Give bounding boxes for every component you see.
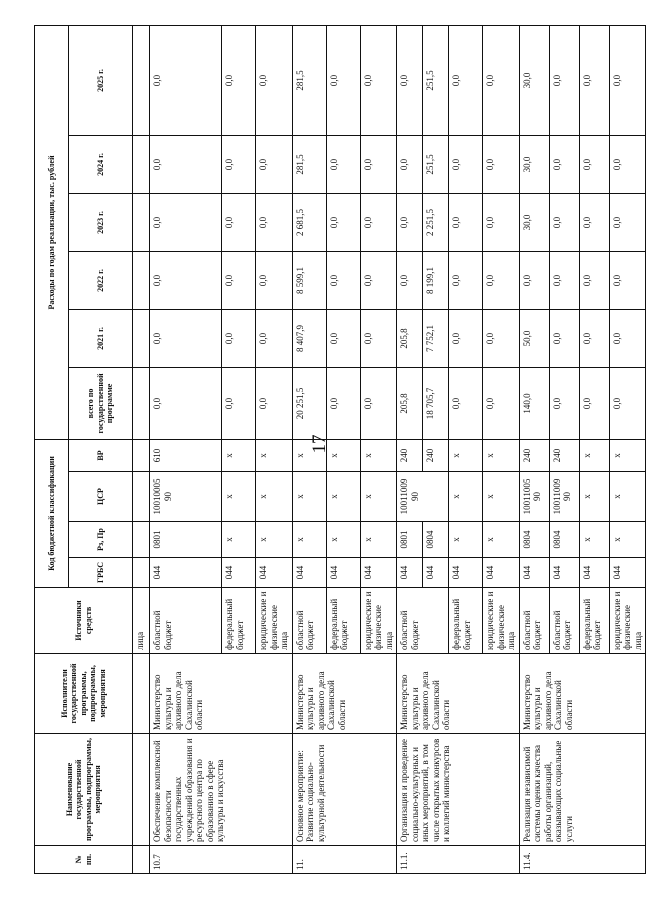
source-cell: юридические и физические лица xyxy=(609,588,646,654)
year-cell: 2 251,5 xyxy=(423,193,449,251)
vr-cell: х xyxy=(326,439,360,471)
header-budget-codes: Код бюджетной классификации xyxy=(35,439,69,587)
csr-cell: 10011005 90 xyxy=(519,472,549,522)
total-cell: 0,0 xyxy=(222,367,256,439)
year-cell: 0,0 xyxy=(256,135,293,193)
rzpr-cell: х xyxy=(326,522,360,558)
year-cell: 0,0 xyxy=(609,25,646,135)
year-cell: 0,0 xyxy=(150,25,222,135)
grbs-cell: 044 xyxy=(449,558,483,588)
source-cell: федеральный бюджет xyxy=(222,588,256,654)
csr-cell: х xyxy=(222,472,256,522)
source-cell: федеральный бюджет xyxy=(579,588,609,654)
vr-cell: 240 xyxy=(519,439,549,471)
grbs-cell: 044 xyxy=(609,558,646,588)
row-number: 11.4. xyxy=(519,846,646,874)
csr-cell: х xyxy=(579,472,609,522)
year-cell: 281,5 xyxy=(292,135,326,193)
year-cell: 0,0 xyxy=(449,25,483,135)
row-name: Реализация независимой системы оценки качества работы организаций, оказывающих социальные услуги xyxy=(519,734,646,846)
grbs-cell: 044 xyxy=(292,558,326,588)
page-number: 17 xyxy=(309,434,330,454)
source-cell: юридические и физические лица xyxy=(483,588,520,654)
header-total: всего по государственной программе xyxy=(69,367,133,439)
rzpr-cell: 0804 xyxy=(519,522,549,558)
year-cell: 0,0 xyxy=(222,309,256,367)
total-cell: 140,0 xyxy=(519,367,549,439)
source-cell: федеральный бюджет xyxy=(326,588,360,654)
header-name: Наименование государственной программы, подпрограммы, мероприятия xyxy=(35,734,133,846)
year-cell: 0,0 xyxy=(609,193,646,251)
year-cell: 30,0 xyxy=(519,25,549,135)
csr-cell: х xyxy=(256,472,293,522)
grbs-cell: 044 xyxy=(150,558,222,588)
grbs-cell: 044 xyxy=(397,558,423,588)
table-row xyxy=(397,25,423,873)
budget-table xyxy=(34,25,646,874)
year-cell: 7 752,1 xyxy=(423,309,449,367)
year-cell: 0,0 xyxy=(256,251,293,309)
year-cell: 0,0 xyxy=(549,193,579,251)
header-year-2023: 2023 г. xyxy=(69,193,133,251)
grbs-cell: 044 xyxy=(222,558,256,588)
year-cell: 0,0 xyxy=(222,193,256,251)
row-executor: Министерство культуры и архивного дела Сахалинской области xyxy=(150,654,293,734)
year-cell: 8 407,9 xyxy=(292,309,326,367)
year-cell: 0,0 xyxy=(256,25,293,135)
grbs-cell: 044 xyxy=(423,558,449,588)
vr-cell: х xyxy=(579,439,609,471)
row-executor: Министерство культуры и архивного дела Сахалинской области xyxy=(292,654,397,734)
total-cell: 0,0 xyxy=(326,367,360,439)
year-cell: 0,0 xyxy=(256,309,293,367)
year-cell: 251,5 xyxy=(423,135,449,193)
row-name: Обеспечение комплексной безопасности государственных учреждений образования и ресурсного центра по образованию в сфере культуры и искусства xyxy=(150,734,293,846)
year-cell: 205,8 xyxy=(397,309,423,367)
year-cell: 0,0 xyxy=(549,309,579,367)
year-cell: 0,0 xyxy=(483,251,520,309)
csr-cell: х xyxy=(483,472,520,522)
year-cell: 0,0 xyxy=(397,25,423,135)
total-cell: 0,0 xyxy=(449,367,483,439)
year-cell: 0,0 xyxy=(326,25,360,135)
vr-cell: х xyxy=(609,439,646,471)
year-cell: 0,0 xyxy=(483,309,520,367)
year-cell: 0,0 xyxy=(579,193,609,251)
source-cell: юридические и физические лица xyxy=(360,588,397,654)
rotated-table-container xyxy=(34,26,643,874)
source-cell: областной бюджет xyxy=(292,588,326,654)
header-expenses: Расходы по годам реализации, тыс. рублей xyxy=(35,25,69,439)
vr-cell: х xyxy=(483,439,520,471)
year-cell: 0,0 xyxy=(483,135,520,193)
year-cell: 0,0 xyxy=(483,193,520,251)
year-cell: 8 199,1 xyxy=(423,251,449,309)
vr-cell: х xyxy=(360,439,397,471)
year-cell: 0,0 xyxy=(360,251,397,309)
year-cell: 0,0 xyxy=(150,251,222,309)
rzpr-cell: 0801 xyxy=(397,522,423,558)
total-cell: 0,0 xyxy=(549,367,579,439)
year-cell: 0,0 xyxy=(397,193,423,251)
table-row xyxy=(292,25,326,873)
grbs-cell: 044 xyxy=(360,558,397,588)
year-cell: 0,0 xyxy=(579,251,609,309)
year-cell: 50,0 xyxy=(519,309,549,367)
year-cell: 0,0 xyxy=(150,193,222,251)
year-cell: 2 681,5 xyxy=(292,193,326,251)
year-cell: 0,0 xyxy=(150,309,222,367)
source-cell: федеральный бюджет xyxy=(449,588,483,654)
total-cell: 0,0 xyxy=(609,367,646,439)
csr-cell: 10011009 90 xyxy=(549,472,579,522)
year-cell: 0,0 xyxy=(609,135,646,193)
year-cell: 30,0 xyxy=(519,135,549,193)
rzpr-cell: х xyxy=(256,522,293,558)
year-cell: 0,0 xyxy=(326,135,360,193)
year-cell: 0,0 xyxy=(222,135,256,193)
header-source: Источники средств xyxy=(35,588,133,654)
vr-cell: 240 xyxy=(549,439,579,471)
row-executor: Министерство культуры и архивного дела Сахалинской области xyxy=(519,654,646,734)
year-cell: 0,0 xyxy=(360,193,397,251)
rzpr-cell: 0804 xyxy=(423,522,449,558)
vr-cell: х xyxy=(292,439,326,471)
year-cell: 0,0 xyxy=(397,251,423,309)
grbs-cell: 044 xyxy=(579,558,609,588)
year-cell: 0,0 xyxy=(609,251,646,309)
year-cell: 0,0 xyxy=(360,25,397,135)
rzpr-cell: 0801 xyxy=(150,522,222,558)
header-year-2025: 2025 г. xyxy=(69,25,133,135)
rzpr-cell: х xyxy=(222,522,256,558)
header-rzpr: Рз, Пр xyxy=(69,522,133,558)
vr-cell: 610 xyxy=(150,439,222,471)
total-cell: 0,0 xyxy=(256,367,293,439)
year-cell: 0,0 xyxy=(483,25,520,135)
source-cell: областной бюджет xyxy=(397,588,449,654)
source-cell: юридические и физические лица xyxy=(256,588,293,654)
csr-cell: х xyxy=(292,472,326,522)
rzpr-cell: х xyxy=(449,522,483,558)
header-executor: Исполнители государственной программы, подпрограммы, мероприятия xyxy=(35,654,133,734)
row-name: Организация и проведение социально-культурных и иных мероприятий, в том числе открытых конкурсов и коллегий министерства xyxy=(397,734,520,846)
year-cell: 0,0 xyxy=(609,309,646,367)
csr-cell: х xyxy=(360,472,397,522)
grbs-cell: 044 xyxy=(519,558,549,588)
row-number: 10.7 xyxy=(150,846,293,874)
header-year-2021: 2021 г. xyxy=(69,309,133,367)
grbs-cell: 044 xyxy=(483,558,520,588)
table-row xyxy=(150,25,222,873)
year-cell: 30,0 xyxy=(519,193,549,251)
source-cell: лица xyxy=(133,588,150,654)
year-cell: 0,0 xyxy=(549,135,579,193)
table-row xyxy=(133,25,150,873)
row-number: 11. xyxy=(292,846,397,874)
year-cell: 0,0 xyxy=(360,135,397,193)
year-cell: 0,0 xyxy=(579,135,609,193)
total-cell: 0,0 xyxy=(579,367,609,439)
csr-cell: 10011009 90 xyxy=(397,472,449,522)
total-cell: 205,8 xyxy=(397,367,423,439)
header-grbs: ГРБС xyxy=(69,558,133,588)
grbs-cell: 044 xyxy=(326,558,360,588)
rzpr-cell: х xyxy=(483,522,520,558)
csr-cell: х xyxy=(449,472,483,522)
total-cell: 20 251,5 xyxy=(292,367,326,439)
row-name: Основное мероприятие: Развитие социально-культурной деятельности xyxy=(292,734,397,846)
table-row xyxy=(519,25,549,873)
year-cell: 0,0 xyxy=(150,135,222,193)
year-cell: 0,0 xyxy=(579,25,609,135)
year-cell: 0,0 xyxy=(449,309,483,367)
csr-cell: х xyxy=(609,472,646,522)
header-year-2022: 2022 г. xyxy=(69,251,133,309)
year-cell: 8 599,1 xyxy=(292,251,326,309)
total-cell: 0,0 xyxy=(360,367,397,439)
year-cell: 0,0 xyxy=(397,135,423,193)
header-csr: ЦСР xyxy=(69,472,133,522)
row-executor: Министерство культуры и архивного дела Сахалинской области xyxy=(397,654,520,734)
year-cell: 0,0 xyxy=(256,193,293,251)
vr-cell: х xyxy=(256,439,293,471)
year-cell: 0,0 xyxy=(549,25,579,135)
total-cell: 0,0 xyxy=(483,367,520,439)
rzpr-cell: х xyxy=(292,522,326,558)
row-number: 11.1. xyxy=(397,846,520,874)
year-cell: 0,0 xyxy=(222,251,256,309)
total-cell: 18 705,7 xyxy=(423,367,449,439)
year-cell: 281,5 xyxy=(292,25,326,135)
vr-cell: х xyxy=(449,439,483,471)
year-cell: 0,0 xyxy=(449,251,483,309)
source-cell: областной бюджет xyxy=(519,588,549,654)
rzpr-cell: х xyxy=(360,522,397,558)
header-year-2024: 2024 г. xyxy=(69,135,133,193)
year-cell: 0,0 xyxy=(326,309,360,367)
year-cell: 0,0 xyxy=(579,309,609,367)
year-cell: 0,0 xyxy=(449,135,483,193)
year-cell: 0,0 xyxy=(519,251,549,309)
rzpr-cell: х xyxy=(609,522,646,558)
vr-cell: 240 xyxy=(397,439,423,471)
source-cell: областной бюджет xyxy=(549,588,579,654)
year-cell: 0,0 xyxy=(222,25,256,135)
year-cell: 0,0 xyxy=(360,309,397,367)
source-cell: областной бюджет xyxy=(150,588,222,654)
header-num: № пп. xyxy=(35,846,133,874)
year-cell: 0,0 xyxy=(326,193,360,251)
year-cell: 0,0 xyxy=(326,251,360,309)
csr-cell: 10010005 90 xyxy=(150,472,222,522)
header-vr: ВР xyxy=(69,439,133,471)
grbs-cell: 044 xyxy=(256,558,293,588)
vr-cell: 240 xyxy=(423,439,449,471)
grbs-cell: 044 xyxy=(549,558,579,588)
rzpr-cell: 0804 xyxy=(549,522,579,558)
year-cell: 0,0 xyxy=(549,251,579,309)
vr-cell: х xyxy=(222,439,256,471)
year-cell: 251,5 xyxy=(423,25,449,135)
csr-cell: х xyxy=(326,472,360,522)
year-cell: 0,0 xyxy=(449,193,483,251)
total-cell: 0,0 xyxy=(150,367,222,439)
rzpr-cell: х xyxy=(579,522,609,558)
